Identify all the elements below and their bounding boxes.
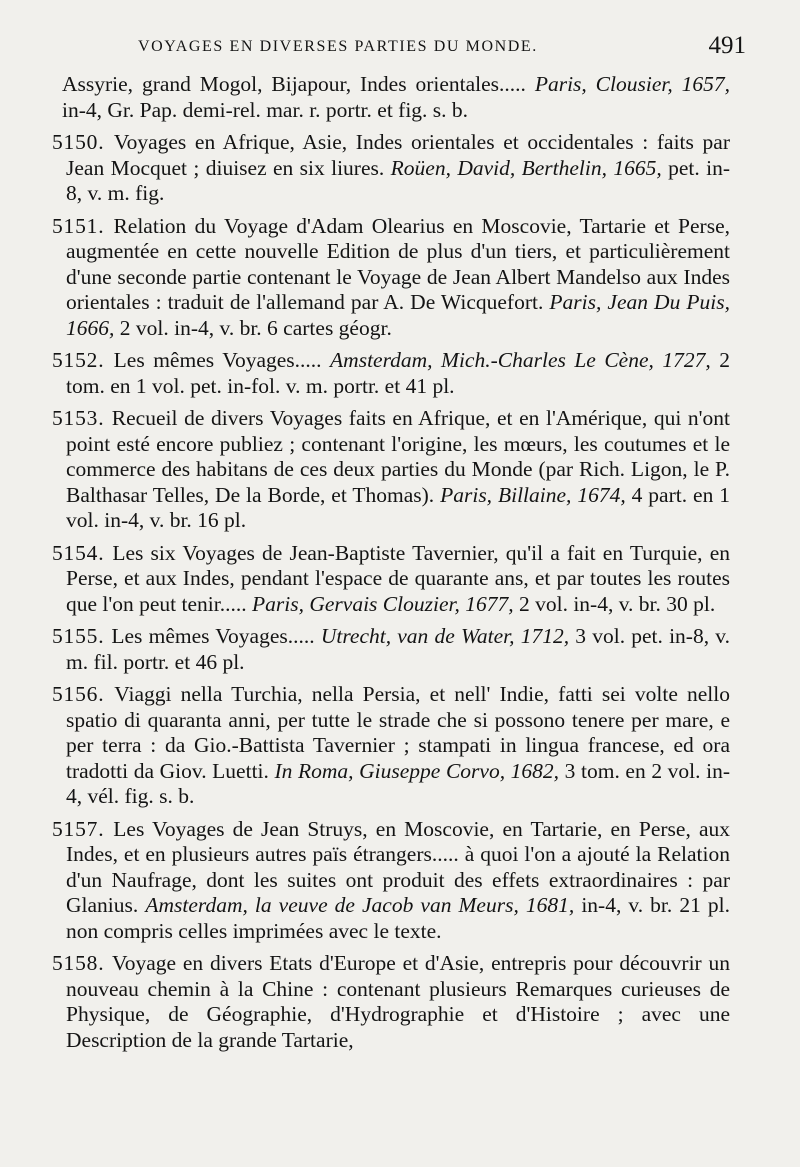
page-number: 491 xyxy=(708,32,746,59)
catalog-entry-5151 xyxy=(52,214,730,342)
entry-text: Viaggi nella Turchia, nella Persia, et nell' Indie, fatti sei volte nello spatio di quaranta anni, per tutte le strade che si possono tenere per mare, e per terra : da Gio.-Battista Tavernier ; stampati in lingua francese, ed ora tradotti da Giov. Luetti. xyxy=(66,682,730,783)
entry-number: 5156. xyxy=(52,682,105,706)
entry-details: pet. in-8, v. m. fig. xyxy=(66,155,731,205)
catalog-entry-5153 xyxy=(52,406,730,534)
entry-text: Assyrie, grand Mogol, Bijapour, Indes orientales..... xyxy=(62,72,526,96)
entry-imprint: In Roma, Giuseppe Corvo, 1682, xyxy=(274,758,560,783)
entry-details: in-4, v. br. 21 pl. non compris celles imprimées avec le texte. xyxy=(66,893,731,943)
catalog-entry-5158 xyxy=(52,951,730,1053)
catalog-entry-5156 xyxy=(52,682,730,810)
entry-number: 5152. xyxy=(52,348,105,372)
entry-details: in-4, Gr. Pap. demi-rel. mar. r. portr. et fig. s. b. xyxy=(62,97,469,122)
catalog-entry-5155 xyxy=(52,624,730,675)
entry-imprint: Paris, Gervais Clouzier, 1677, xyxy=(252,591,514,616)
entry-details: 2 vol. in-4, v. br. 30 pl. xyxy=(518,591,716,616)
catalog-entry-5154 xyxy=(52,541,730,618)
running-header xyxy=(52,28,746,72)
entry-number: 5153. xyxy=(52,406,105,430)
entry-text: Les mêmes Voyages..... xyxy=(113,348,322,372)
entry-text: Les mêmes Voyages..... xyxy=(111,624,315,648)
entry-number: 5150. xyxy=(52,130,105,154)
entry-details: 4 part. en 1 vol. in-4, v. br. 16 pl. xyxy=(66,482,730,532)
entry-number: 5157. xyxy=(52,816,105,841)
catalog-entries xyxy=(52,72,730,1053)
entry-text: Les six Voyages de Jean-Baptiste Tavernier, qu'il a fait en Turquie, en Perse, et aux Indes, pendant l'espace de quarante ans, et par toutes les routes que l'on peut tenir..... xyxy=(66,540,730,616)
entry-imprint: Paris, Jean Du Puis, 1666, xyxy=(66,290,730,340)
entry-imprint: Paris, Clousier, 1657, xyxy=(534,72,730,96)
entry-number: 5151. xyxy=(52,213,105,238)
entry-details: 2 vol. in-4, v. br. 6 cartes géogr. xyxy=(119,315,392,340)
catalog-entry-5157 xyxy=(52,817,730,945)
entry-text: Relation du Voyage d'Adam Olearius en Moscovie, Tartarie et Perse, augmentée en cette nouvelle Edition de plus d'un tiers, et particulièrement d'une seconde partie contenant le Voyage de Jean Albert Mandelso aux Indes orientales : traduit de l'allemand par A. De Wicquefort. xyxy=(66,213,730,314)
entry-imprint: Paris, Billaine, 1674, xyxy=(440,482,626,507)
entry-text: Voyages en Afrique, Asie, Indes orientales et occidentales : faits par Jean Mocquet ; diuisez en six liures. xyxy=(66,130,730,180)
entry-text: Les Voyages de Jean Struys, en Moscovie, en Tartarie, en Perse, aux Indes, et en plusieurs autres païs étrangers..... à quoi l'on a ajouté la Relation d'un Naufrage, dont les suites ont produit des effets extraordinaires : par Glanius. xyxy=(66,816,730,917)
catalog-entry-continued xyxy=(52,72,730,123)
entry-details: 3 tom. en 2 vol. in-4, vél. fig. s. b. xyxy=(66,758,730,808)
entry-details: 2 tom. en 1 vol. pet. in-fol. v. m. portr. et 41 pl. xyxy=(66,348,731,398)
entry-imprint: Amsterdam, Mich.-Charles Le Cène, 1727, xyxy=(330,348,711,372)
entry-number: 5155. xyxy=(52,624,105,648)
catalog-entry-5152 xyxy=(52,348,730,399)
header-title: VOYAGES EN DIVERSES PARTIES DU MONDE. xyxy=(138,38,538,55)
entry-text: Recueil de divers Voyages faits en Afrique, et en l'Amérique, qui n'ont point esté encore publiez ; contenant l'origine, les mœurs, les coutumes et le commerce des habitans de ces deux parties du Monde (par Rich. Ligon, le P. Balthasar Telles, De la Borde, et Thomas). xyxy=(66,406,730,507)
entry-details: 3 vol. pet. in-8, v. m. fil. portr. et 46 pl. xyxy=(66,624,730,674)
entry-imprint: Roüen, David, Berthelin, 1665, xyxy=(390,155,662,180)
entry-text: Voyage en divers Etats d'Europe et d'Asie, entrepris pour découvrir un nouveau chemin à la Chine : contenant plusieurs Remarques curieuses de Physique, de Géographie, d'Hydrographie et d'Histoire ; avec une Description de la grande Tartarie, xyxy=(66,951,730,1052)
entry-imprint: Amsterdam, la veuve de Jacob van Meurs, 1681, xyxy=(145,893,575,917)
catalog-entry-5150 xyxy=(52,130,730,207)
entry-number: 5158. xyxy=(52,951,105,975)
entry-imprint: Utrecht, van de Water, 1712, xyxy=(320,624,570,648)
entry-number: 5154. xyxy=(52,540,105,565)
